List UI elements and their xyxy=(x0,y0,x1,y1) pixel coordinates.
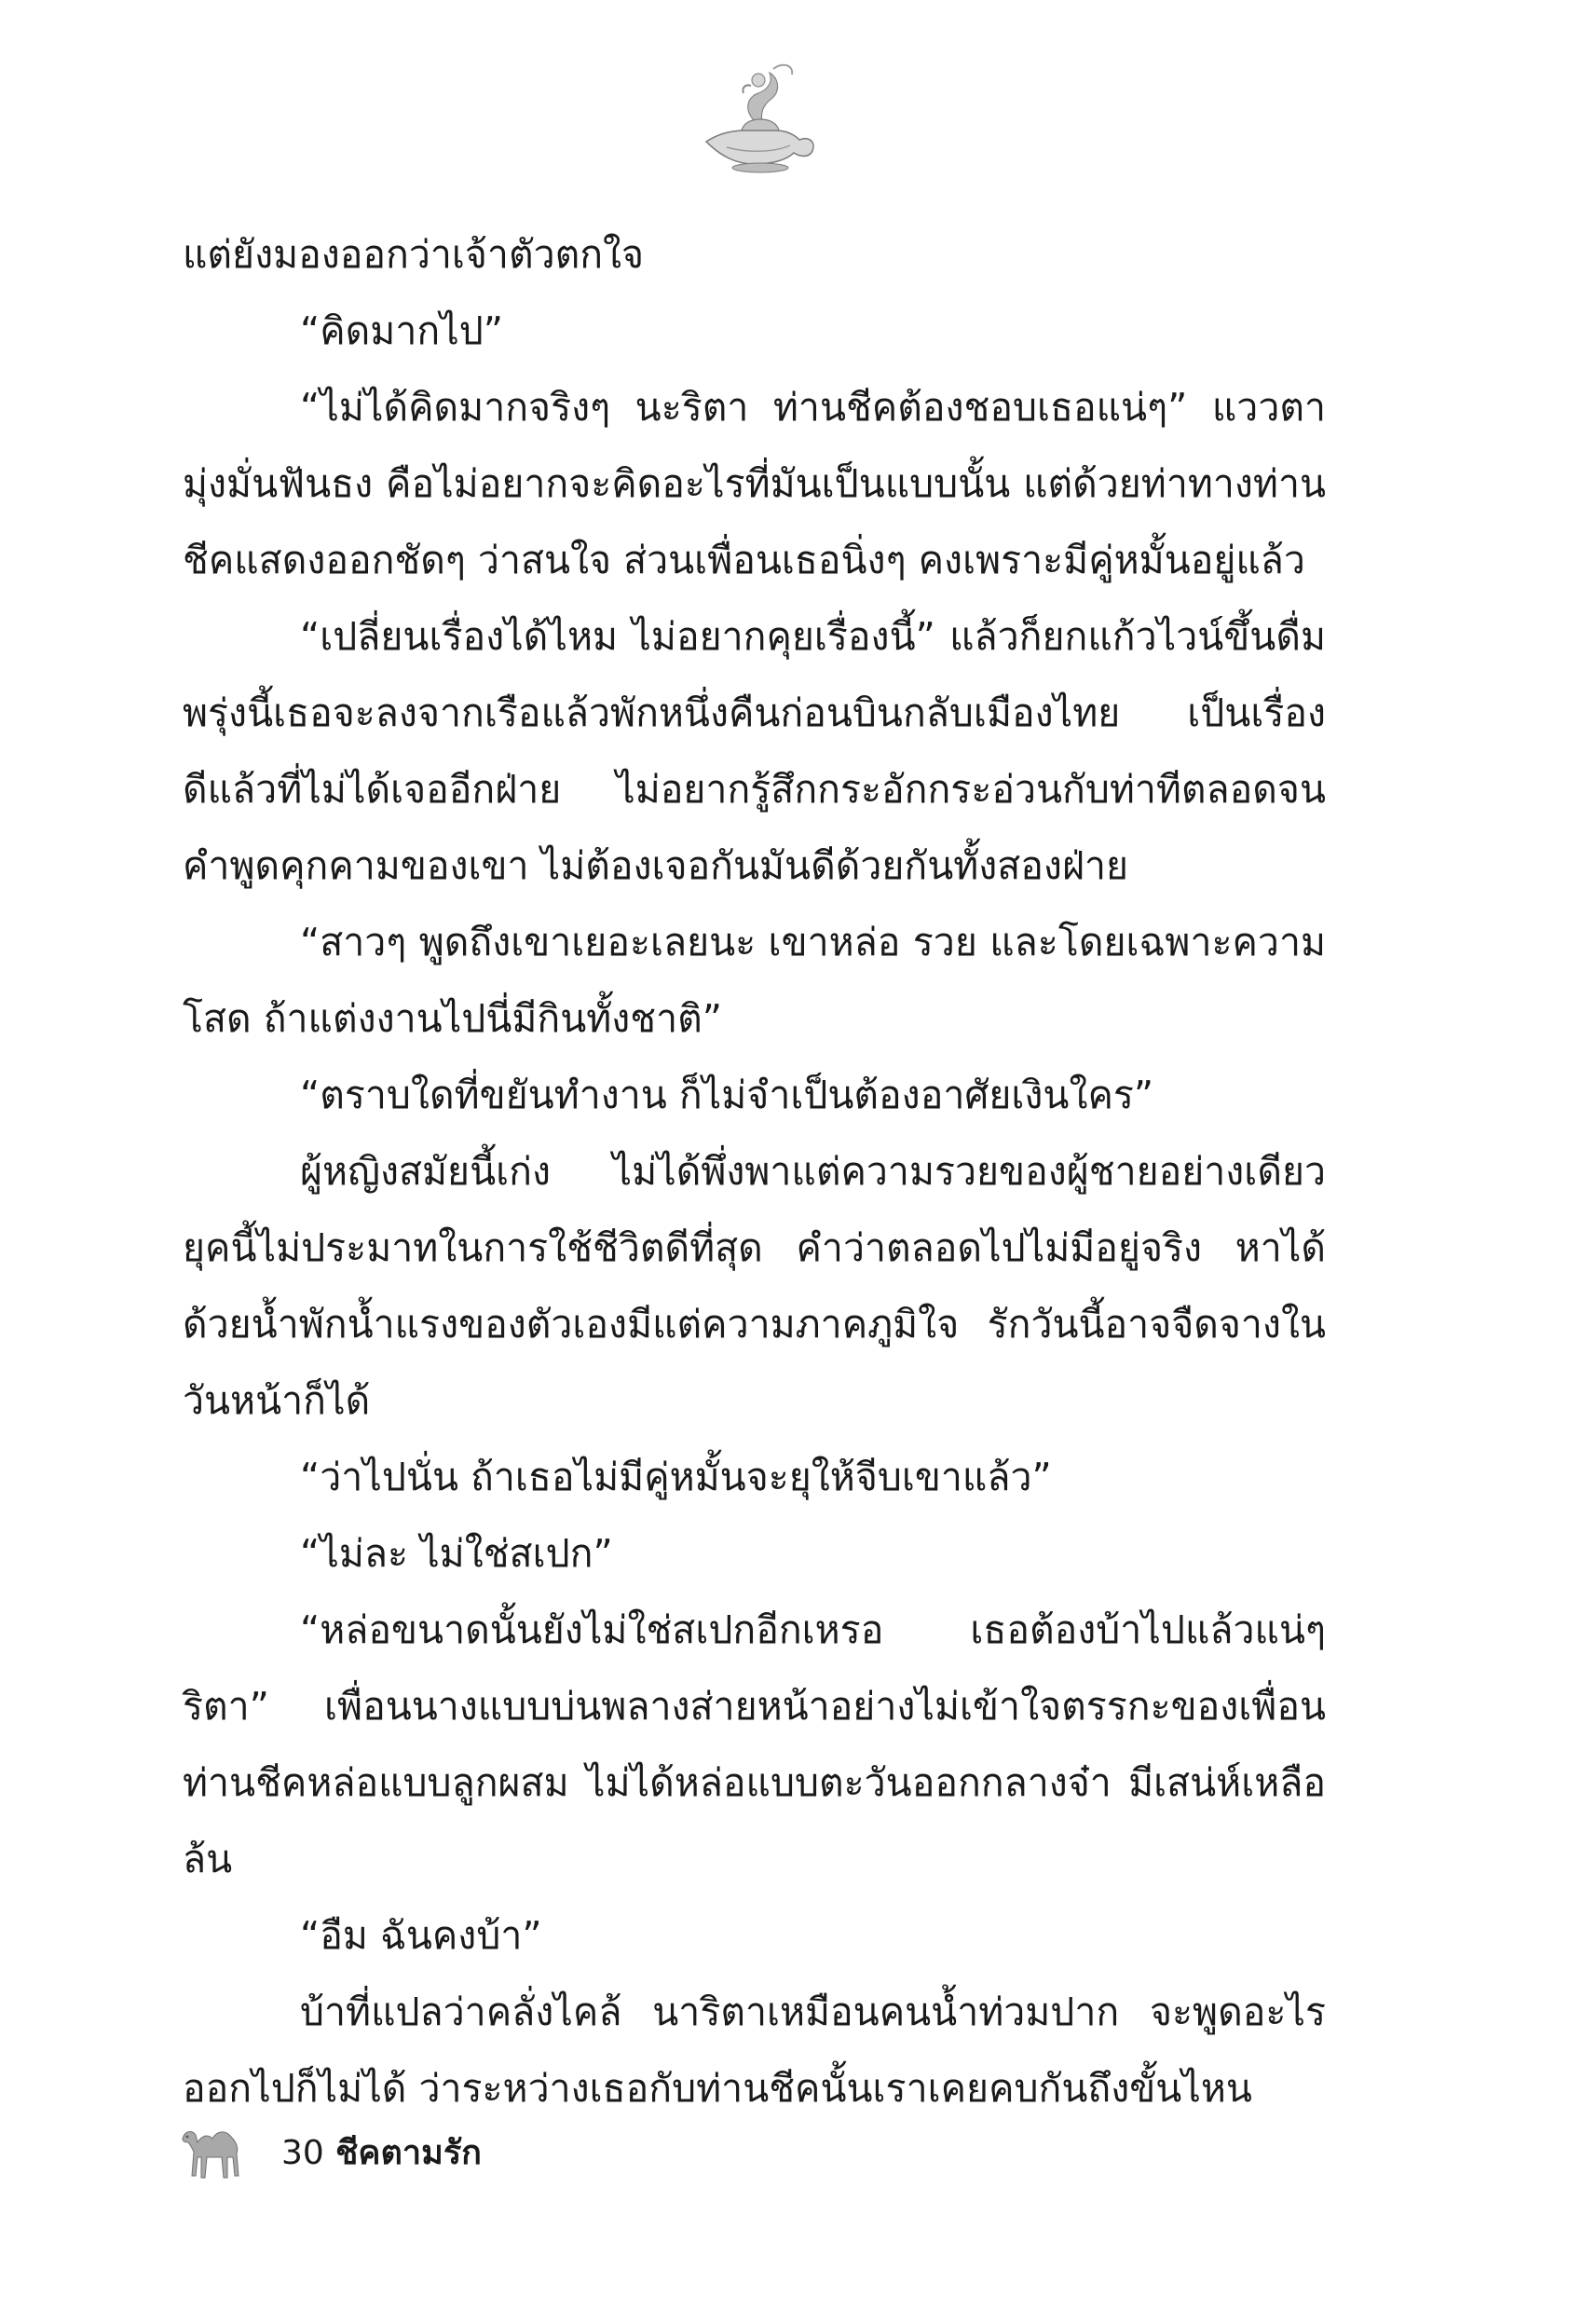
paragraph: “ไม่ได้คิดมากจริงๆ นะริตา ท่านชีคต้องชอบเธอแน่ๆ” แววตามุ่งมั่นฟันธง คือไม่อยากจะคิดอะไรที่มันเป็นแบบนั้น แต่ด้วยท่าทางท่านชีคแสดงออกชัดๆ ว่าสนใจ ส่วนเพื่อนเธอนิ่งๆ คงเพราะมีคู่หมั้นอยู่แล้ว xyxy=(183,385,1326,582)
paragraph: “สาวๆ พูดถึงเขาเยอะเลยนะ เขาหล่อ รวย และโดยเฉพาะความโสด ถ้าแต่งงานไปนี่มีกินทั้งชาติ” xyxy=(183,920,1326,1041)
page-number: 30 xyxy=(281,2134,324,2172)
paragraph: “คิดมากไป” xyxy=(300,308,504,353)
paragraph: “หล่อขนาดนั้นยังไม่ใช่สเปกอีกเหรอ เธอต้องบ้าไปแล้วแน่ๆ ริตา” เพื่อนนางแบบบ่นพลางส่ายหน้าอย่างไม่เข้าใจตรรกะของเพื่อน ท่านชีคหล่อแบบลูกผสม ไม่ได้หล่อแบบตะวันออกกลางจ๋า มีเสน่ห์เหลือล้น xyxy=(183,1607,1326,1881)
body-text xyxy=(183,216,1326,2126)
paragraph: “ตราบใดที่ขยันทำงาน ก็ไม่จำเป็นต้องอาศัยเงินใคร” xyxy=(300,1073,1154,1117)
magic-lamp-genie-icon xyxy=(689,56,820,177)
paragraph: แต่ยังมองออกว่าเจ้าตัวตกใจ xyxy=(183,232,645,277)
camel-icon xyxy=(177,2111,252,2185)
book-title: ชีคตามรัก xyxy=(335,2134,482,2172)
paragraph: ผู้หญิงสมัยนี้เก่ง ไม่ได้พึ่งพาแต่ความรวยของผู้ชายอย่างเดียว ยุคนี้ไม่ประมาทในการใช้ชีวิตดีที่สุด คำว่าตลอดไปไม่มีอยู่จริง หาได้ด้วยน้ำพักน้ำแรงของตัวเองมีแต่ความภาคภูมิใจ รักวันนี้อาจจืดจางในวันหน้าก็ได้ xyxy=(183,1149,1326,1423)
page-footer xyxy=(177,2111,736,2195)
paragraph: “อืม ฉันคงบ้า” xyxy=(300,1913,542,1958)
paragraph: “ไม่ละ ไม่ใช่สเปก” xyxy=(300,1531,613,1576)
paragraph: “ว่าไปนั่น ถ้าเธอไม่มีคู่หมั้นจะยุให้จีบเขาแล้ว” xyxy=(300,1455,1052,1499)
paragraph: บ้าที่แปลว่าคลั่งไคล้ นาริตาเหมือนคนน้ำท่วมปาก จะพูดอะไรออกไปก็ไม่ได้ ว่าระหว่างเธอกับท่านชีคนั้นเราเคยคบกันถึงขั้นไหน xyxy=(183,1990,1326,2111)
paragraph: “เปลี่ยนเรื่องได้ไหม ไม่อยากคุยเรื่องนี้” แล้วก็ยกแก้วไวน์ขึ้นดื่ม พรุ่งนี้เธอจะลงจากเรือแล้วพักหนึ่งคืนก่อนบินกลับเมืองไทย เป็นเรื่องดีแล้วที่ไม่ได้เจออีกฝ่าย ไม่อยากรู้สึกกระอักกระอ่วนกับท่าทีตลอดจนคำพูดคุกคามของเขา ไม่ต้องเจอกันมันดีด้วยกันทั้งสองฝ่าย xyxy=(183,614,1326,888)
